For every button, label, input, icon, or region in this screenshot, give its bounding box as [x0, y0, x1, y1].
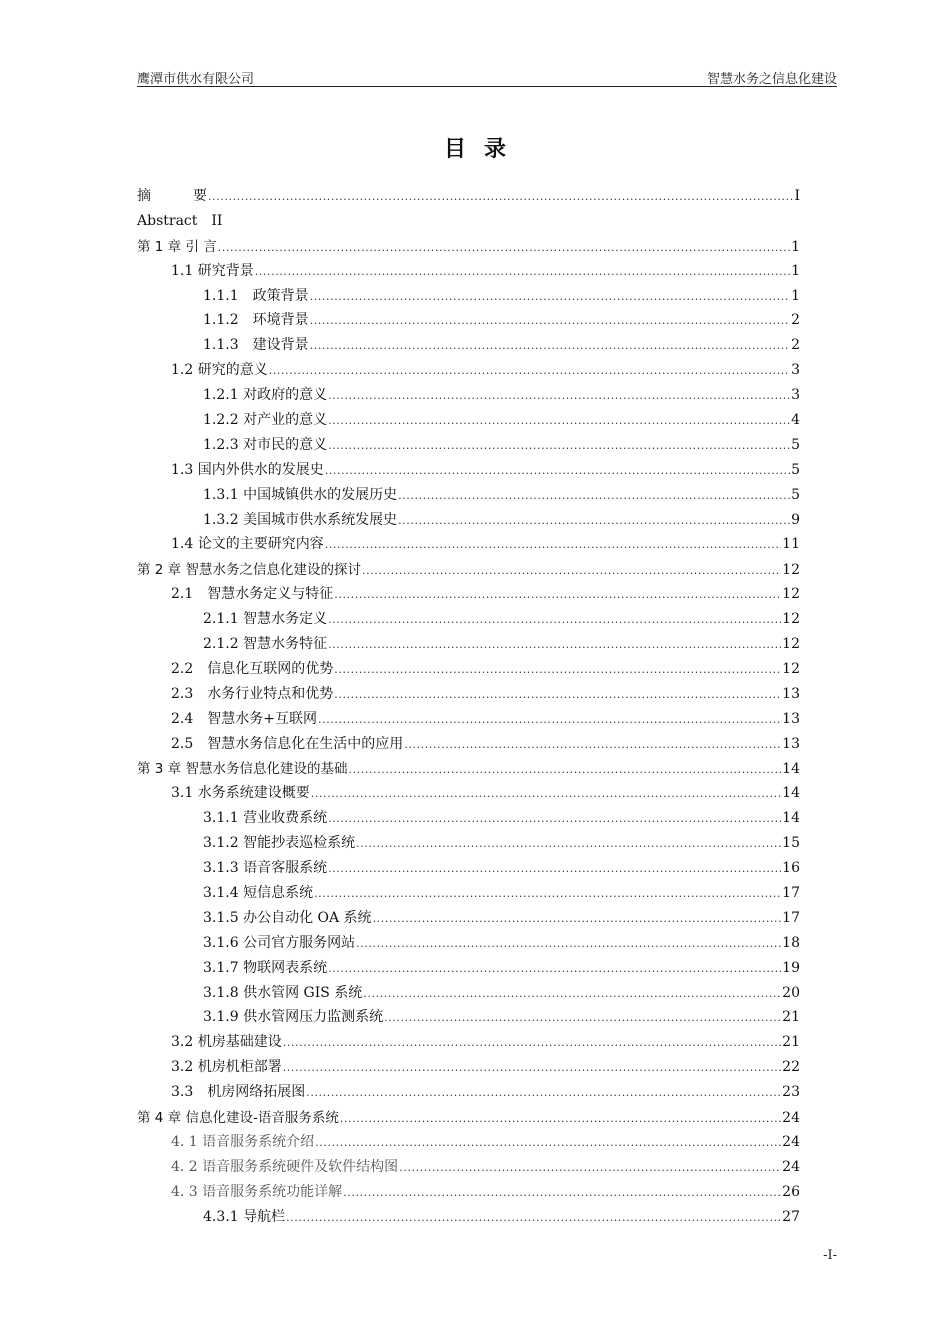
- toc-entry[interactable]: [137, 608, 800, 633]
- toc-leader-dots: [311, 787, 781, 800]
- toc-leader-dots: [404, 738, 781, 751]
- toc-leader-dots: [218, 241, 790, 254]
- toc-entry[interactable]: [137, 1006, 800, 1031]
- toc-entry-page: 23: [782, 1084, 800, 1101]
- toc-entry[interactable]: [137, 683, 800, 708]
- page-header: [137, 66, 837, 87]
- toc-entry-label: 3.1.3 语音客服系统: [203, 860, 328, 877]
- toc-entry-label: 1.2 研究的意义: [171, 362, 268, 379]
- toc-entry-label: 1.2.3 对市民的意义: [203, 436, 328, 453]
- toc-entry[interactable]: [137, 1081, 800, 1106]
- toc-entry[interactable]: [137, 409, 800, 434]
- toc-entry-page: 12: [782, 562, 800, 579]
- toc-entry[interactable]: [137, 982, 800, 1007]
- toc-entry-page: 18: [782, 934, 800, 951]
- toc-entry-page: 16: [782, 860, 800, 877]
- toc-entry-page: 2: [791, 337, 800, 354]
- toc-entry[interactable]: [137, 434, 800, 459]
- toc-entry-page: 12: [782, 611, 800, 628]
- toc-entry[interactable]: [137, 882, 800, 907]
- toc-leader-dots: [399, 1161, 781, 1174]
- toc-entry-label: 2.1 智慧水务定义与特征: [171, 586, 334, 603]
- toc-entry-label: 1.1 研究背景: [171, 262, 254, 279]
- toc-entry-label: 4.3.1 导航栏: [203, 1208, 286, 1225]
- toc-leader-dots: [328, 812, 781, 825]
- toc-entry-page: 11: [782, 536, 800, 553]
- toc-entry-page: 20: [782, 984, 800, 1001]
- toc-entry-label: 3.1.8 供水管网 GIS 系统: [203, 984, 363, 1001]
- toc-leader-dots: [384, 1011, 781, 1024]
- toc-entry[interactable]: [137, 733, 800, 758]
- toc-entry[interactable]: [137, 285, 800, 310]
- toc-entry-page: 24: [782, 1133, 800, 1150]
- toc-entry-label: 3.2 机房机柜部署: [171, 1059, 282, 1076]
- toc-entry-page: 1: [791, 287, 800, 304]
- toc-entry-page: 12: [782, 586, 800, 603]
- toc-leader-dots: [373, 912, 782, 925]
- toc-leader-dots: [356, 937, 781, 950]
- toc-entry-label: 3.1.2 智能抄表巡检系统: [203, 835, 356, 852]
- toc-leader-dots: [343, 1186, 781, 1199]
- toc-leader-dots: [208, 190, 793, 203]
- toc-leader-dots: [348, 763, 781, 776]
- toc-entry-label: 1.3.2 美国城市供水系统发展史: [203, 511, 398, 528]
- toc-entry-label: 第 3 章 智慧水务信息化建设的基础: [137, 761, 348, 778]
- toc-entry[interactable]: [137, 708, 800, 733]
- toc-entry-label: 第 4 章 信息化建设-语音服务系统: [137, 1109, 339, 1126]
- toc-entry[interactable]: [137, 957, 800, 982]
- toc-entry-page: 17: [782, 909, 800, 926]
- toc-entry[interactable]: [137, 484, 800, 509]
- toc-leader-dots: [286, 1211, 781, 1224]
- toc-leader-dots: [310, 314, 790, 327]
- toc-entry-label: 1.2.1 对政府的意义: [203, 387, 328, 404]
- toc-entry-label: 2.5 智慧水务信息化在生活中的应用: [171, 735, 404, 752]
- toc-entry-label: 第 1 章 引 言: [137, 238, 217, 255]
- toc-leader-dots: [363, 987, 781, 1000]
- toc-entry-label: 3.1.5 办公自动化 OA 系统: [203, 909, 372, 926]
- toc-entry[interactable]: [137, 1131, 800, 1156]
- toc-entry-label: 1.3 国内外供水的发展史: [171, 461, 324, 478]
- toc-entry[interactable]: [137, 857, 800, 882]
- toc-entry-page: 9: [791, 511, 800, 528]
- toc-entry[interactable]: [137, 782, 800, 807]
- toc-leader-dots: [310, 290, 790, 303]
- toc-entry-page: 1: [791, 262, 800, 279]
- toc-leader-dots: [310, 339, 790, 352]
- toc-entry[interactable]: [137, 359, 800, 384]
- toc-entry-page: 5: [791, 436, 800, 453]
- toc-entry-page: 12: [782, 636, 800, 653]
- toc-leader-dots: [334, 688, 781, 701]
- toc-entry[interactable]: [137, 334, 800, 359]
- toc-entry-page: 21: [782, 1009, 800, 1026]
- toc-entry-page: 1: [791, 238, 800, 255]
- toc-entry[interactable]: [137, 260, 800, 285]
- toc-entry-label: 2.2 信息化互联网的优势: [171, 660, 334, 677]
- toc-entry-label: 3.3 机房网络拓展图: [171, 1084, 306, 1101]
- toc-chapter-entry[interactable]: [137, 235, 800, 260]
- toc-leader-dots: [398, 514, 790, 527]
- toc-entry-page: 13: [782, 685, 800, 702]
- toc-entry[interactable]: [137, 533, 800, 558]
- toc-leader-dots: [315, 1136, 781, 1149]
- toc-entry-label: 1.1.2 环境背景: [203, 312, 309, 329]
- toc-entry[interactable]: [137, 807, 800, 832]
- toc-leader-dots: [328, 389, 790, 402]
- toc-leader-dots: [334, 588, 781, 601]
- toc-leader-dots: [362, 564, 781, 577]
- toc-entry-page: 26: [782, 1183, 800, 1200]
- toc-entry[interactable]: [137, 907, 800, 932]
- toc-entry[interactable]: [137, 384, 800, 409]
- toc-leader-dots: [314, 887, 781, 900]
- toc-entry-label: 1.1.1 政策背景: [203, 287, 309, 304]
- toc-entry[interactable]: [137, 932, 800, 957]
- toc-entry-label: 3.1.1 营业收费系统: [203, 810, 328, 827]
- header-company: 鹰潭市供水有限公司: [137, 72, 255, 87]
- toc-entry[interactable]: [137, 832, 800, 857]
- toc-entry[interactable]: [137, 583, 800, 608]
- toc-entry[interactable]: [137, 1156, 800, 1181]
- toc-entry-page: 22: [782, 1059, 800, 1076]
- toc-entry-label: 3.1 水务系统建设概要: [171, 785, 310, 802]
- toc-entry-page: 14: [782, 810, 800, 827]
- toc-entry-label: 第 2 章 智慧水务之信息化建设的探讨: [137, 562, 361, 579]
- toc-entry-page: 2: [791, 312, 800, 329]
- toc-entry-page: 21: [782, 1034, 800, 1051]
- toc-leader-dots: [356, 837, 781, 850]
- toc-leader-dots: [318, 713, 781, 726]
- toc-leader-dots: [283, 1036, 781, 1049]
- toc-entry[interactable]: [137, 509, 800, 534]
- toc-entry[interactable]: [137, 1031, 800, 1056]
- toc-entry-label: 3.1.9 供水管网压力监测系统: [203, 1009, 384, 1026]
- toc-entry[interactable]: [137, 309, 800, 334]
- toc-title: 目录: [443, 137, 524, 162]
- toc-leader-dots: [340, 1112, 781, 1125]
- toc-leader-dots: [328, 613, 781, 626]
- toc-entry-label: 1.1.3 建设背景: [203, 337, 309, 354]
- toc-entry-page: 13: [782, 710, 800, 727]
- toc-leader-dots: [328, 862, 781, 875]
- toc-entry-label: 4. 1 语音服务系统介绍: [171, 1133, 315, 1150]
- toc-leader-dots: [328, 414, 790, 427]
- toc-entry-label: 1.4 论文的主要研究内容: [171, 536, 324, 553]
- toc-entry-page: 13: [782, 735, 800, 752]
- toc-entry-label: 3.1.6 公司官方服务网站: [203, 934, 356, 951]
- toc-entry[interactable]: [137, 633, 800, 658]
- toc-leader-dots: [325, 538, 781, 551]
- toc-entry-label: 2.1.2 智慧水务特征: [203, 636, 328, 653]
- toc-leader-dots: [328, 638, 781, 651]
- toc-entry[interactable]: [137, 1181, 800, 1206]
- toc-entry-label: 2.1.1 智慧水务定义: [203, 611, 328, 628]
- toc-entry-page: 15: [782, 835, 800, 852]
- toc-entry-label: 摘 要: [137, 188, 207, 204]
- toc-leader-dots: [306, 1086, 781, 1099]
- toc-chapter-entry[interactable]: [137, 757, 800, 782]
- toc-entry-page: 24: [782, 1109, 800, 1126]
- toc-entry-page: 12: [782, 660, 800, 677]
- toc-leader-dots: [269, 364, 790, 377]
- toc-entry-page: 3: [791, 387, 800, 404]
- toc-chapter-entry[interactable]: [137, 1106, 800, 1131]
- toc-entry-page: 3: [791, 362, 800, 379]
- toc-entry-page: 4: [791, 412, 800, 429]
- toc-entry-page: 24: [782, 1158, 800, 1175]
- toc-entry-label: Abstract II: [137, 212, 223, 229]
- toc-entry[interactable]: [137, 1206, 800, 1231]
- toc-entry-label: 1.2.2 对产业的意义: [203, 412, 328, 429]
- toc-leader-dots: [283, 1061, 781, 1074]
- toc-leader-dots: [328, 439, 790, 452]
- toc-entry[interactable]: [137, 210, 800, 235]
- toc-entry-label: 4. 3 语音服务系统功能详解: [171, 1183, 343, 1200]
- toc-entry-page: 27: [782, 1208, 800, 1225]
- toc-entry-page: 14: [782, 761, 800, 778]
- toc-entry-page: 19: [782, 959, 800, 976]
- toc-leader-dots: [398, 489, 790, 502]
- toc-entry-page: 5: [791, 486, 800, 503]
- toc-entry-label: 2.3 水务行业特点和优势: [171, 685, 334, 702]
- header-document-title: 智慧水务之信息化建设: [706, 72, 837, 87]
- toc-chapter-entry[interactable]: [137, 558, 800, 583]
- toc-entry-label: 3.1.7 物联网表系统: [203, 959, 328, 976]
- toc-entry-label: 1.3.1 中国城镇供水的发展历史: [203, 486, 398, 503]
- toc-entry-page: 17: [782, 884, 800, 901]
- table-of-contents: [137, 185, 800, 1230]
- toc-entry[interactable]: [137, 658, 800, 683]
- toc-entry[interactable]: [137, 459, 800, 484]
- toc-leader-dots: [328, 962, 781, 975]
- toc-leader-dots: [325, 464, 790, 477]
- page-number: -I-: [823, 1248, 837, 1263]
- toc-entry-page: I: [794, 188, 800, 204]
- toc-entry-page: 14: [782, 785, 800, 802]
- toc-leader-dots: [334, 663, 781, 676]
- toc-entry-label: 3.1.4 短信息系统: [203, 884, 314, 901]
- toc-entry[interactable]: [137, 1056, 800, 1081]
- toc-entry-label: 4. 2 语音服务系统硬件及软件结构图: [171, 1158, 399, 1175]
- toc-entry[interactable]: [137, 185, 800, 210]
- toc-entry-label: 3.2 机房基础建设: [171, 1034, 282, 1051]
- toc-leader-dots: [255, 265, 790, 278]
- toc-entry-page: 5: [791, 461, 800, 478]
- toc-entry-label: 2.4 智慧水务+互联网: [171, 710, 317, 727]
